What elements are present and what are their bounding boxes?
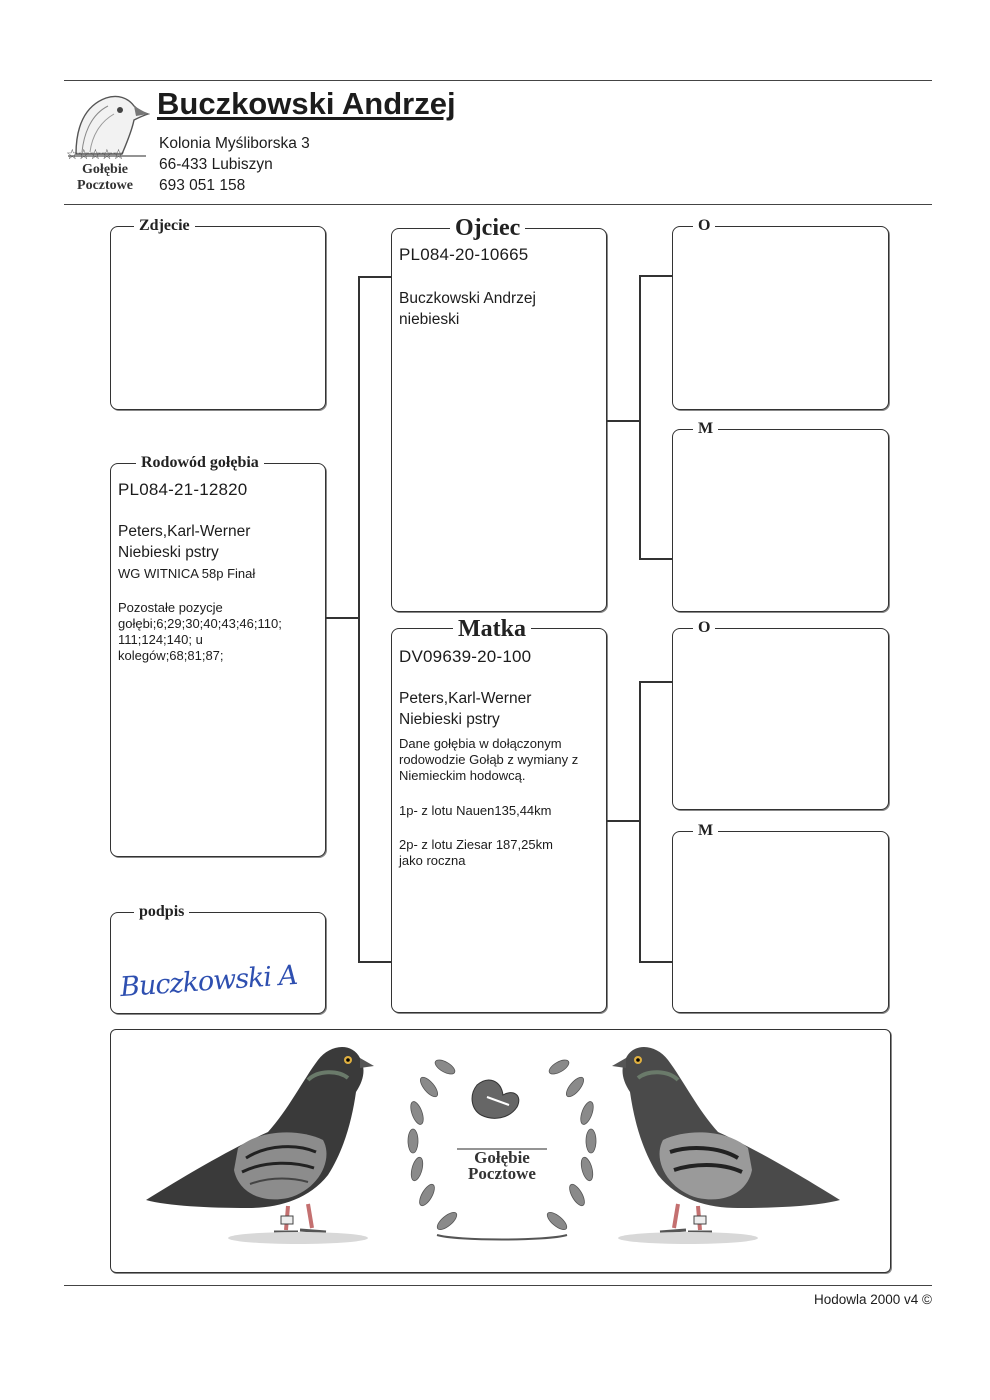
right-pigeon-illustration (608, 1040, 848, 1250)
mother-mother-box (672, 831, 889, 1013)
footer-rule (64, 1285, 932, 1286)
footer-credit: Hodowla 2000 v4 © (813, 1292, 932, 1307)
logo-text-1: Gołębie (82, 162, 128, 177)
father-mother-legend: M (693, 421, 718, 437)
signature-image: Buczkowski A (119, 959, 299, 1004)
header-bottom-rule (64, 204, 932, 205)
banner-logo-line-1: Gołębie (474, 1148, 530, 1167)
mother-note-5: 1p- z lotu Nauen135,44km (399, 803, 552, 818)
mother-note-7: 2p- z lotu Ziesar 187,25km (399, 837, 553, 852)
connector (639, 681, 673, 683)
phone: 693 051 158 (159, 177, 246, 194)
golebie-pocztowe-wreath-logo (397, 1045, 607, 1245)
pigeon-note-2: gołębi;6;29;30;40;43;46;110; (118, 616, 282, 631)
signature-legend: podpis (134, 904, 189, 920)
connector (639, 275, 641, 559)
mother-note-8: jako roczna (399, 853, 466, 868)
pigeon-note-4: kolegów;68;81;87; (118, 648, 224, 663)
pigeon-owner: Peters,Karl-Werner (118, 523, 251, 540)
photo-box-legend: Zdjecie (134, 218, 195, 234)
connector (639, 961, 673, 963)
connector (358, 276, 360, 962)
breeder-name: Buczkowski Andrzej (157, 86, 456, 121)
mother-father-box (672, 628, 889, 810)
mother-note-2: rodowodzie Gołąb z wymiany z (399, 752, 579, 767)
left-pigeon-illustration (138, 1040, 378, 1250)
mother-color: Niebieski pstry (399, 711, 500, 728)
address-line-2: 66-433 Lubiszyn (159, 156, 273, 173)
pigeon-note-3: 111;124;140; u (118, 632, 203, 647)
connector (358, 276, 392, 278)
connector (326, 617, 360, 619)
connector (639, 681, 641, 962)
pigeon-box-legend: Rodowód gołębia (136, 455, 264, 471)
father-box (391, 228, 607, 612)
father-mother-box (672, 429, 889, 612)
father-father-box (672, 226, 889, 410)
connector (358, 961, 392, 963)
mother-box (391, 628, 607, 1013)
mother-father-legend: O (693, 620, 715, 636)
mother-note-3: Niemieckim hodowcą. (399, 768, 526, 783)
father-color: niebieski (399, 311, 460, 328)
banner-logo-line-2: Pocztowe (468, 1164, 536, 1183)
father-father-legend: O (693, 218, 715, 234)
pigeon-ring: PL084-21-12820 (118, 480, 248, 499)
mother-mother-legend: M (693, 823, 718, 839)
breeder-logo (62, 88, 150, 198)
pigeon-color: Niebieski pstry (118, 544, 219, 561)
address-line-1: Kolonia Myśliborska 3 (159, 135, 310, 152)
header-top-rule (64, 80, 932, 81)
connector (639, 275, 673, 277)
mother-owner: Peters,Karl-Werner (399, 690, 532, 707)
father-owner: Buczkowski Andrzej (399, 290, 536, 307)
pigeon-note-1: Pozostałe pozycje (118, 600, 223, 615)
logo-stars: ☆☆☆☆☆ (66, 146, 124, 162)
connector (607, 420, 641, 422)
pigeon-result: WG WITNICA 58p Finał (118, 566, 256, 581)
mother-ring: DV09639-20-100 (399, 647, 532, 666)
father-legend: Ojciec (450, 216, 525, 240)
mother-legend: Matka (453, 617, 531, 641)
father-ring: PL084-20-10665 (399, 245, 529, 264)
logo-text-2: Pocztowe (77, 178, 133, 193)
mother-note-1: Dane gołębia w dołączonym (399, 736, 562, 751)
connector (639, 558, 673, 560)
photo-box (110, 226, 326, 410)
connector (607, 820, 641, 822)
